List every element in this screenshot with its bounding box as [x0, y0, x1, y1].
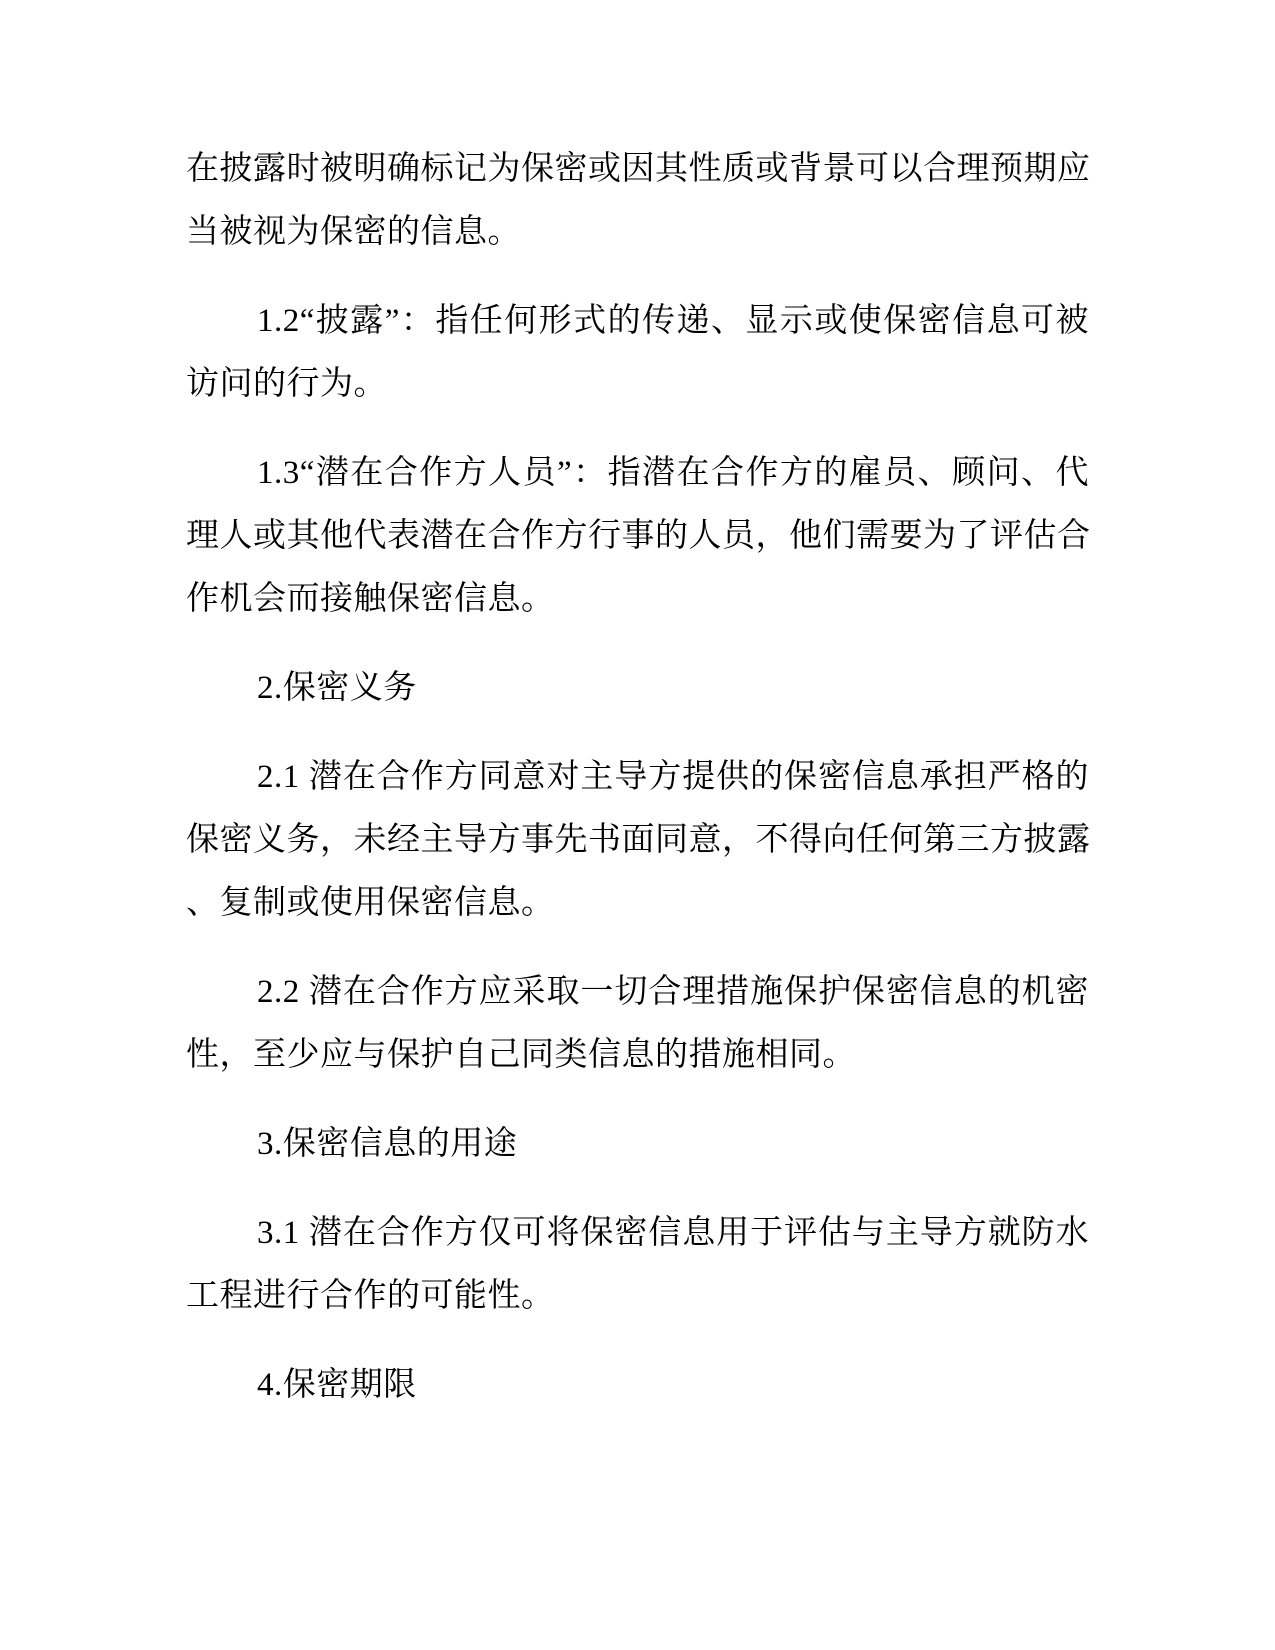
section-heading [186, 1113, 1089, 1176]
document-body [186, 138, 1089, 1417]
section-heading [186, 657, 1089, 720]
text-line: 1.2“披露”：指任何形式的传递、显示或使保密信息可被 [257, 303, 1089, 339]
text-line: 访问的行为。 [186, 366, 387, 402]
text-line: 2.1 潜在合作方同意对主导方提供的保密信息承担严格的 [257, 759, 1089, 795]
text-line: 3.保密信息的用途 [257, 1126, 518, 1162]
text-line: 理人或其他代表潜在合作方行事的人员，他们需要为了评估合 [186, 518, 1091, 554]
text-line: 、复制或使用保密信息。 [186, 885, 555, 921]
text-line: 在披露时被明确标记为保密或因其性质或背景可以合理预期应 [186, 151, 1091, 187]
text-line: 2.2 潜在合作方应采取一切合理措施保护保密信息的机密 [257, 974, 1089, 1010]
paragraph [186, 961, 1089, 1087]
text-line: 保密义务，未经主导方事先书面同意，不得向任何第三方披露 [186, 822, 1091, 858]
paragraph [186, 138, 1089, 264]
text-line: 1.3“潜在合作方人员”：指潜在合作方的雇员、顾问、代 [257, 455, 1089, 491]
text-line: 性，至少应与保护自己同类信息的措施相同。 [186, 1037, 856, 1073]
paragraph [186, 1202, 1089, 1328]
section-heading [186, 1354, 1089, 1417]
paragraph [186, 442, 1089, 631]
paragraph [186, 290, 1089, 416]
text-line: 2.保密义务 [257, 670, 417, 706]
text-line: 当被视为保密的信息。 [186, 214, 521, 250]
text-line: 作机会而接触保密信息。 [186, 581, 555, 617]
paragraph [186, 746, 1089, 935]
text-line: 4.保密期限 [257, 1367, 417, 1403]
text-line: 3.1 潜在合作方仅可将保密信息用于评估与主导方就防水 [257, 1215, 1089, 1251]
text-line: 工程进行合作的可能性。 [186, 1278, 555, 1314]
